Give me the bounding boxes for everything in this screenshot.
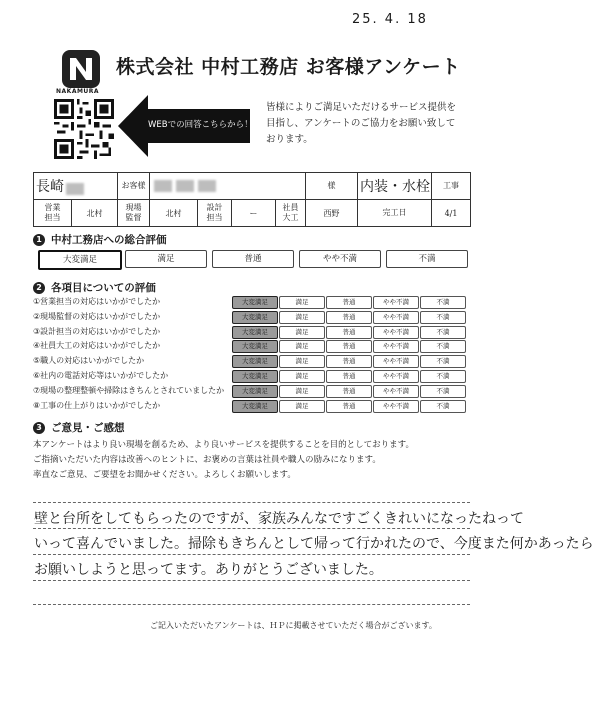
comment-line (33, 502, 470, 503)
description-line: ご指摘いただいた内容は改善へのヒントに、お褒めの言葉は社員や職人の励みになります。 (33, 455, 381, 465)
rating-option[interactable]: 普通 (326, 326, 372, 339)
rating-option[interactable]: やや不満 (373, 296, 419, 309)
site-label (118, 200, 150, 227)
qr-code-icon[interactable] (54, 99, 114, 159)
overall-option[interactable]: 大変満足 (38, 250, 122, 270)
label-part: 大工 (282, 213, 299, 222)
construction-cell (358, 173, 432, 200)
rating-option[interactable]: 不満 (420, 355, 466, 368)
rating-option[interactable]: 満足 (279, 355, 325, 368)
section-number: 2 (33, 282, 45, 294)
rating-option[interactable]: 不満 (420, 326, 466, 339)
page-title: 株式会社 中村工務店 お客様アンケート (116, 56, 461, 78)
rating-question: ④社員大工の対応はいかがでしたか (33, 341, 161, 351)
rating-option[interactable]: 不満 (420, 400, 466, 413)
construction-type: 内装・水栓 (360, 179, 430, 195)
rating-option[interactable]: 満足 (279, 370, 325, 383)
rating-option[interactable]: やや不満 (373, 370, 419, 383)
employee-value: 西野 (306, 200, 358, 227)
survey-date: 25. 4. 18 (352, 12, 428, 27)
design-value: ー (232, 200, 276, 227)
rating-option[interactable]: 大変満足 (232, 296, 278, 309)
rating-option[interactable]: 普通 (326, 296, 372, 309)
label-part: 担当 (206, 213, 223, 222)
rating-question: ⑤職人の対応はいかがでしたか (33, 356, 145, 366)
rating-question: ①営業担当の対応はいかがでしたか (33, 297, 161, 306)
rating-option[interactable]: 満足 (279, 296, 325, 309)
comment-line (33, 554, 470, 555)
section-title: 各項目についての評価 (51, 282, 156, 294)
design-label (198, 200, 232, 227)
rating-option[interactable]: やや不満 (373, 400, 419, 413)
rating-option[interactable]: 満足 (279, 385, 325, 398)
label-part: 設計 (206, 203, 223, 212)
overall-option[interactable]: やや不満 (299, 250, 381, 268)
overall-option[interactable]: 満足 (125, 250, 207, 268)
intro-line: 目指し、アンケートのご協力をお願い致して (266, 118, 456, 129)
comment-handwritten: 壁と台所をしてもらったのですが、家族みんなですごくきれいになったねって (34, 511, 524, 527)
rating-option[interactable]: 普通 (326, 355, 372, 368)
rating-option[interactable]: 大変満足 (232, 400, 278, 413)
rating-option[interactable]: 満足 (279, 326, 325, 339)
web-answer-button[interactable]: WEBでの回答こちらから！ (148, 120, 253, 130)
site-value: 北村 (150, 200, 198, 227)
rating-option[interactable]: 不満 (420, 340, 466, 353)
redacted-text (198, 180, 216, 192)
label-part: 担当 (44, 213, 61, 222)
rating-option[interactable]: 大変満足 (232, 370, 278, 383)
rating-option[interactable]: 普通 (326, 340, 372, 353)
sales-label (34, 200, 72, 227)
comment-line (33, 580, 470, 581)
rating-option[interactable]: 不満 (420, 296, 466, 309)
intro-line: 皆様によりご満足いただけるサービス提供を (266, 102, 457, 113)
overall-option[interactable]: 普通 (212, 250, 294, 268)
rating-option[interactable]: やや不満 (373, 385, 419, 398)
intro-line: おります。 (266, 134, 313, 145)
rating-option[interactable]: やや不満 (373, 355, 419, 368)
redacted-text (176, 180, 194, 192)
rating-option[interactable]: 大変満足 (232, 326, 278, 339)
sales-value: 北村 (72, 200, 118, 227)
rating-option[interactable]: 不満 (420, 311, 466, 324)
rating-question: ⑥社内の電話対応等はいかがでしたか (33, 371, 169, 380)
rating-option[interactable]: やや不満 (373, 340, 419, 353)
nakamura-logo-icon (62, 50, 100, 88)
rating-option[interactable]: 満足 (279, 340, 325, 353)
rating-option[interactable]: 不満 (420, 385, 466, 398)
rating-option[interactable]: 不満 (420, 370, 466, 383)
sama-label: 様 (306, 173, 358, 200)
redacted-text (154, 180, 172, 192)
footer-note: ご記入いただいたアンケートは、ＨＰに掲載させていただく場合がございます。 (150, 621, 437, 630)
comment-line (33, 604, 470, 605)
section3-description (33, 438, 414, 483)
customer-info-table (33, 172, 471, 227)
rating-option[interactable]: 普通 (326, 370, 372, 383)
section3-heading (33, 420, 125, 435)
rating-option[interactable]: 満足 (279, 311, 325, 324)
label-part: 現場 (125, 203, 142, 212)
logo-text: NAKAMURA (56, 88, 100, 95)
employee-label (276, 200, 306, 227)
section-title: 中村工務店への総合評価 (51, 234, 167, 246)
rating-option[interactable]: 大変満足 (232, 355, 278, 368)
rating-question: ②現場監督の対応はいかがでしたか (33, 311, 161, 321)
description-line: 率直なご意見、ご要望をお聞かせください。よろしくお願いします。 (33, 470, 296, 480)
section1-heading (33, 232, 167, 247)
section-number: 3 (33, 422, 45, 434)
rating-question: ⑧工事の仕上がりはいかがでしたか (33, 400, 161, 410)
rating-option[interactable]: 普通 (326, 400, 372, 413)
construction-suffix: 工事 (432, 173, 471, 200)
rating-question: ③設計担当の対応はいかがでしたか (33, 326, 161, 336)
rating-option[interactable]: 満足 (279, 400, 325, 413)
rating-option[interactable]: 大変満足 (232, 340, 278, 353)
comment-line (33, 528, 470, 529)
intro-text (266, 100, 456, 148)
section-number: 1 (33, 234, 45, 246)
label-part: 社員 (282, 203, 299, 212)
comment-handwritten: お願いしようと思ってます。ありがとうございました。 (34, 562, 383, 578)
rating-option[interactable]: やや不満 (373, 311, 419, 324)
rating-option[interactable]: 普通 (326, 385, 372, 398)
description-line: 本アンケートはより良い現場を創るため、より良いサービスを提供することを目的としております。 (33, 440, 414, 450)
redacted-text (66, 183, 84, 195)
customer-name-cell (34, 173, 118, 200)
customer-label: お客様 (118, 173, 150, 200)
section-title: ご意見・ご感想 (51, 422, 125, 434)
customer-name: 長崎 (36, 179, 64, 195)
rating-option[interactable]: 大変満足 (232, 311, 278, 324)
rating-option[interactable]: 大変満足 (232, 385, 278, 398)
customer-name-cell-2 (150, 173, 306, 200)
completion-label: 完工日 (358, 200, 432, 227)
comment-handwritten: いって喜んでいました。掃除もきちんとして帰って行かれたので、今度また何かあったら (34, 536, 594, 552)
rating-option[interactable]: やや不満 (373, 326, 419, 339)
rating-question: ⑦現場の整理整頓や掃除はきちんとされていましたか (33, 385, 225, 395)
rating-option[interactable]: 普通 (326, 311, 372, 324)
overall-option[interactable]: 不満 (386, 250, 468, 268)
section2-heading (33, 280, 156, 295)
completion-value: 4/1 (432, 200, 471, 227)
label-part: 営業 (44, 203, 61, 212)
label-part: 監督 (125, 213, 142, 222)
